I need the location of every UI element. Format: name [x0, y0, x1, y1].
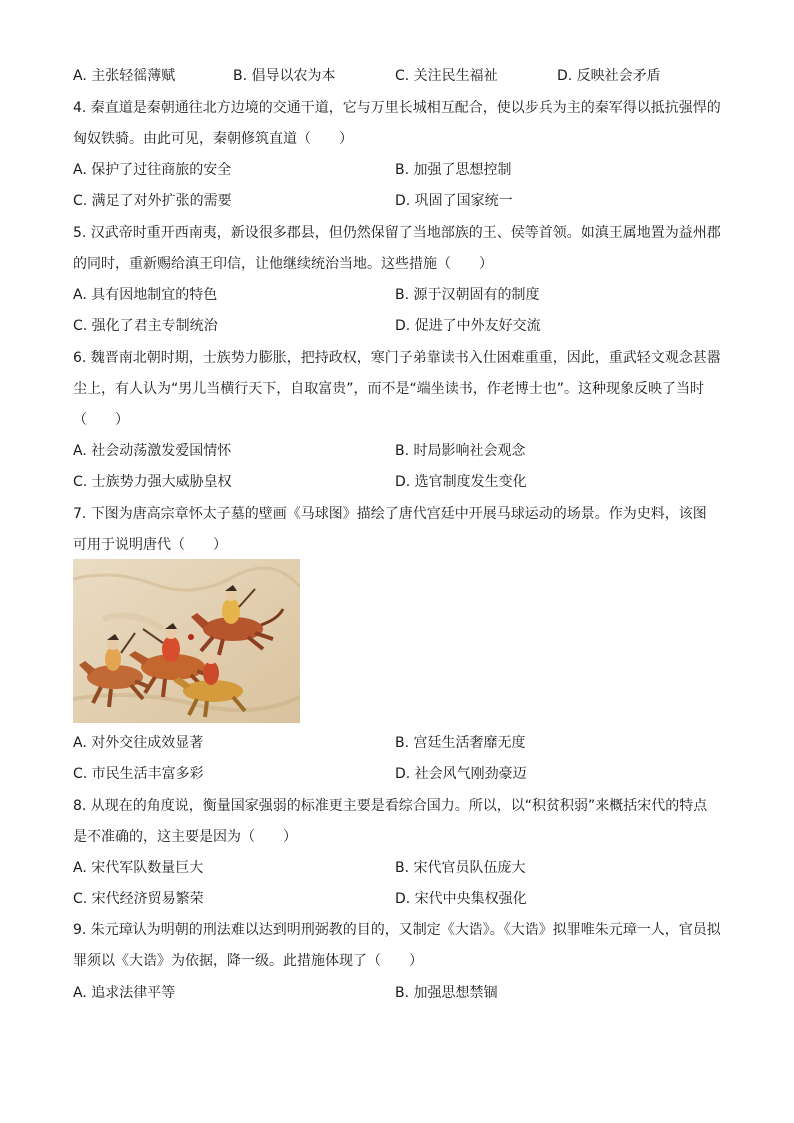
q8-stem-line-2: 是不准确的，这主要是因为（ ）	[73, 829, 297, 845]
q5-option-c: C. 强化了君主专制统治	[73, 318, 218, 334]
q4-option-c: C. 满足了对外扩张的需要	[73, 193, 232, 209]
q4-option-a: A. 保护了过往商旅的安全	[73, 162, 232, 178]
q8-option-d: D. 宋代中央集权强化	[395, 891, 527, 907]
q6-option-c: C. 士族势力强大威胁皇权	[73, 474, 232, 490]
polo-mural-image	[73, 559, 300, 723]
q6-option-a: A. 社会动荡激发爱国情怀	[73, 443, 232, 459]
q3-option-c: C. 关注民生福祉	[395, 68, 498, 84]
q6-stem-line-1: 6. 魏晋南北朝时期，士族势力膨胀，把持政权，寒门子弟靠读书入仕困难重重，因此，重武轻文观念甚嚣	[73, 350, 721, 366]
q4-option-d: D. 巩固了国家统一	[395, 193, 513, 209]
q5-stem-line-2: 的同时，重新赐给滇王印信，让他继续统治当地。这些措施（ ）	[73, 256, 493, 272]
q3-option-d: D. 反映社会矛盾	[557, 68, 661, 84]
q7-option-a: A. 对外交往成效显著	[73, 735, 204, 751]
q3-option-a: A. 主张轻徭薄赋	[73, 68, 176, 84]
q9-option-a: A. 追求法律平等	[73, 985, 176, 1001]
q6-stem-line-2: 尘上，有人认为“男儿当横行天下，自取富贵”，而不是“端坐读书，作老博士也”。这种现象反映了当时	[73, 381, 705, 397]
q6-stem-line-3: （ ）	[73, 412, 129, 428]
q7-option-d: D. 社会风气刚劲豪迈	[395, 766, 527, 782]
q7-stem-line-1: 7. 下图为唐高宗章怀太子墓的壁画《马球图》描绘了唐代宫廷中开展马球运动的场景。作为史料，该图	[73, 506, 707, 522]
q5-option-b: B. 源于汉朝固有的制度	[395, 287, 540, 303]
q5-option-a: A. 具有因地制宜的特色	[73, 287, 218, 303]
q5-option-d: D. 促进了中外友好交流	[395, 318, 541, 334]
q6-option-d: D. 选官制度发生变化	[395, 474, 527, 490]
q7-stem-line-2: 可用于说明唐代（ ）	[73, 537, 227, 553]
q3-option-b: B. 倡导以农为本	[233, 68, 336, 84]
q8-option-c: C. 宋代经济贸易繁荣	[73, 891, 204, 907]
q9-stem-line-1: 9. 朱元璋认为明朝的刑法难以达到明刑弼教的目的，又制定《大诰》。《大诰》拟罪唯朱元璋一人，官员拟	[73, 922, 721, 938]
q7-option-c: C. 市民生活丰富多彩	[73, 766, 204, 782]
q8-option-b: B. 宋代官员队伍庞大	[395, 860, 526, 876]
q4-option-b: B. 加强了思想控制	[395, 162, 512, 178]
q8-stem-line-1: 8. 从现在的角度说，衡量国家强弱的标准更主要是看综合国力。所以，以“积贫积弱”来概括宋代的特点	[73, 798, 708, 814]
q9-stem-line-2: 罪须以《大诰》为依据，降一级。此措施体现了（ ）	[73, 953, 423, 969]
q9-option-b: B. 加强思想禁锢	[395, 985, 498, 1001]
q4-stem-line-1: 4. 秦直道是秦朝通往北方边境的交通干道，它与万里长城相互配合，使以步兵为主的秦军得以抵抗强悍的	[73, 100, 721, 116]
q4-stem-line-2: 匈奴铁骑。由此可见，秦朝修筑直道（ ）	[73, 131, 353, 147]
q6-option-b: B. 时局影响社会观念	[395, 443, 526, 459]
q5-stem-line-1: 5. 汉武帝时重开西南夷，新设很多郡县，但仍然保留了当地部族的王、侯等首领。如滇王属地置为益州郡	[73, 225, 721, 241]
q8-option-a: A. 宋代军队数量巨大	[73, 860, 204, 876]
q7-option-b: B. 宫廷生活奢靡无度	[395, 735, 526, 751]
